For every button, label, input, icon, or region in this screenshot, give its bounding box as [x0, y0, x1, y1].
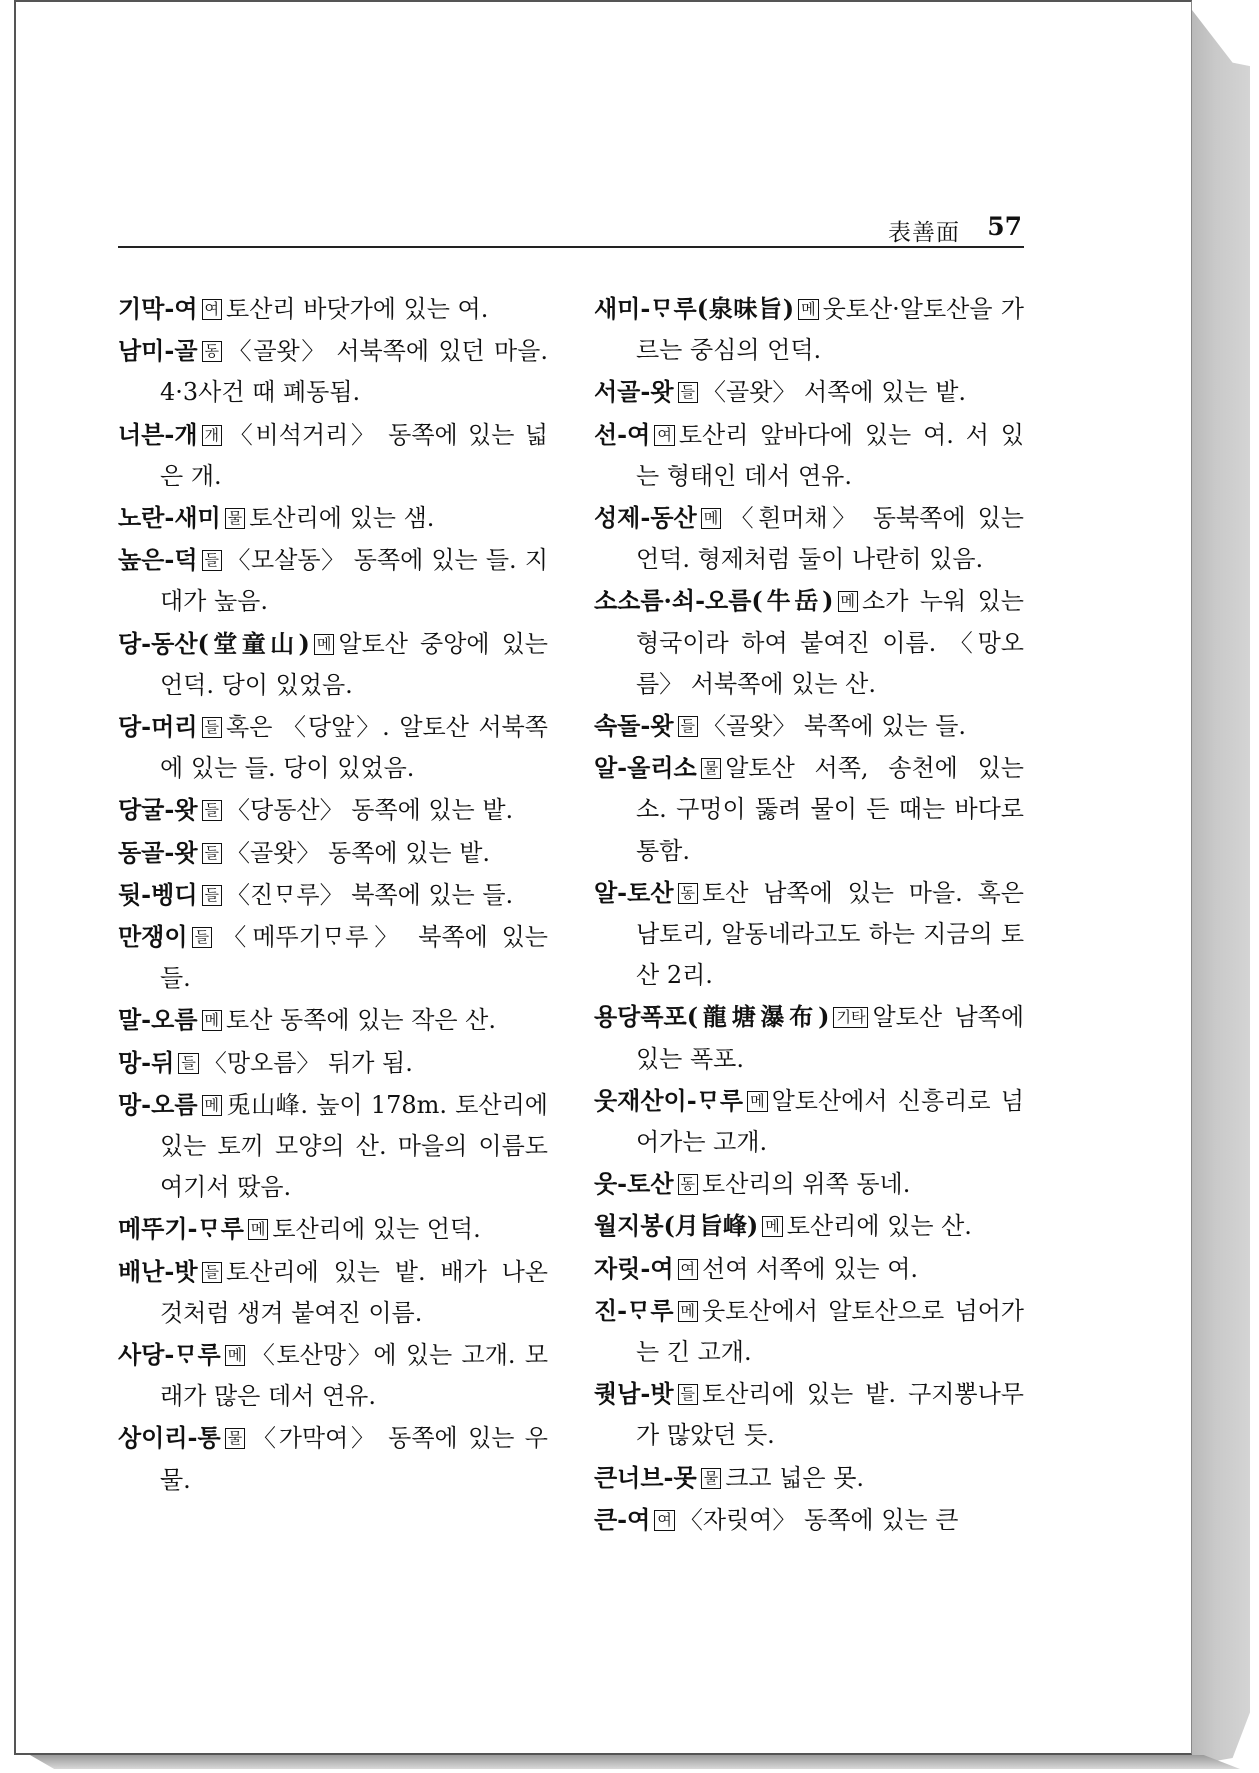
entry-definition: 알토산 남쪽에 있는 폭포. [636, 1003, 1025, 1073]
dictionary-entry [594, 580, 1024, 705]
entry-definition: 〈골왓〉 서쪽에 있는 밭. [702, 378, 967, 407]
entry-headword: 알-올리소 [594, 753, 697, 783]
entry-headword: 소소름·쇠-오름(牛岳) [594, 586, 834, 616]
entry-headword: 상이리-통 [118, 1423, 221, 1453]
entry-headword: 높은-덕 [118, 545, 198, 575]
dictionary-entry [594, 996, 1024, 1079]
entry-category-tag: 메 [701, 508, 722, 529]
entry-category-tag: 동 [202, 341, 223, 362]
entry-headword: 사당-ᄆᆞ루 [118, 1340, 221, 1370]
left-column [118, 288, 548, 1501]
entry-definition: 〈진ᄆᆞ루〉 북쪽에 있는 들. [226, 880, 514, 909]
entry-headword: 기막-여 [118, 294, 198, 323]
entry-headword: 선-여 [594, 419, 651, 449]
entry-definition: 〈모살동〉 동쪽에 있는 들. 지대가 높음. [160, 546, 548, 616]
entry-definition: 〈비석거리〉 동쪽에 있는 넓은 개. [160, 420, 548, 490]
entry-definition: 혹은 〈당앞〉. 알토산 서북쪽에 있는 들. 당이 있었음. [160, 713, 548, 783]
entry-headword: 진-ᄆᆞ루 [594, 1295, 674, 1325]
entry-headword: 배난-밧 [118, 1256, 198, 1286]
entry-definition: 선여 서쪽에 있는 여. [702, 1254, 919, 1283]
entry-category-tag: 메 [678, 1301, 699, 1322]
entry-category-tag: 메 [248, 1219, 269, 1240]
entry-headword: 알-토산 [594, 877, 674, 907]
entry-category-tag: 들 [678, 716, 699, 737]
page-bottom-shadow [30, 1755, 1240, 1769]
entry-definition: 토산 남쪽에 있는 마을. 혹은 남토리, 알동네라고도 하는 지금의 토산 2리. [636, 878, 1024, 990]
running-title: 表善面 [888, 220, 960, 246]
page-header [118, 210, 1024, 248]
entry-headword: 큰너브-못 [594, 1462, 697, 1492]
entry-category-tag: 들 [192, 927, 213, 948]
entry-definition: 토산리의 위쪽 동네. [702, 1170, 911, 1199]
page-edge-shadow [1192, 10, 1250, 1765]
dictionary-entry [118, 539, 548, 622]
entry-headword: 망-오름 [118, 1089, 198, 1119]
dictionary-entry [594, 1457, 1024, 1499]
dictionary-entry [118, 1042, 548, 1084]
dictionary-entry [118, 1417, 548, 1500]
entry-headword: 성제-동산 [594, 503, 697, 533]
entry-category-tag: 동 [678, 1174, 699, 1195]
dictionary-entry [594, 288, 1024, 371]
entry-definition: 〈토산망〉에 있는 고개. 모래가 많은 데서 연유. [160, 1341, 548, 1411]
entry-headword: 당-동산(堂童山) [118, 628, 310, 658]
entry-category-tag: 메 [747, 1091, 768, 1112]
entry-category-tag: 여 [654, 1510, 675, 1531]
entry-category-tag: 메 [798, 299, 819, 320]
dictionary-entry [118, 497, 548, 539]
entry-headword: 뒷-벵디 [118, 879, 198, 909]
dictionary-entry [118, 288, 548, 330]
dictionary-entry [118, 623, 548, 706]
dictionary-entry [594, 747, 1024, 872]
dictionary-entry [118, 1208, 548, 1250]
dictionary-entry [594, 1499, 1024, 1541]
entry-headword: 당-머리 [118, 712, 198, 742]
entry-definition: 〈망오름〉 뒤가 됨. [202, 1048, 413, 1077]
dictionary-entry [118, 916, 548, 999]
entry-category-tag: 메 [762, 1216, 783, 1237]
entry-definition: 소가 누워 있는 형국이라 하여 붙여진 이름. 〈망오름〉 서북쪽에 있는 산. [636, 587, 1024, 698]
dictionary-entry [118, 1084, 548, 1209]
entry-category-tag: 물 [225, 1428, 246, 1449]
dictionary-entry [594, 872, 1024, 997]
entry-headword: 남미-골 [118, 336, 198, 366]
entry-category-tag: 들 [678, 382, 699, 403]
entry-category-tag: 메 [202, 1095, 223, 1116]
entry-headword: 만쟁이 [118, 922, 188, 952]
entry-definition: 〈골왓〉 서북쪽에 있던 마을. 4·3사건 때 폐동됨. [160, 337, 548, 407]
dictionary-entry [594, 705, 1024, 747]
entry-category-tag: 들 [202, 800, 223, 821]
entry-category-tag: 동 [678, 883, 699, 904]
entry-category-tag: 개 [202, 425, 223, 446]
dictionary-entry [118, 706, 548, 789]
dictionary-entry [118, 999, 548, 1041]
entry-headword: 자릿-여 [594, 1253, 674, 1283]
dictionary-entry [594, 371, 1024, 413]
entry-category-tag: 여 [202, 299, 223, 320]
entry-headword: 당굴-왓 [118, 795, 198, 825]
dictionary-entry [118, 414, 548, 497]
entry-definition: 〈골왓〉 동쪽에 있는 밭. [226, 838, 491, 867]
entry-definition: 알토산에서 신흥리로 넘어가는 고개. [636, 1086, 1024, 1157]
entry-definition: 토산리에 있는 샘. [249, 504, 435, 533]
dictionary-entry [594, 497, 1024, 580]
entry-category-tag: 물 [225, 508, 246, 529]
entry-definition: 〈메뚜기ᄆᆞ루〉 북쪽에 있는 들. [160, 923, 548, 993]
dictionary-entry [118, 1334, 548, 1417]
entry-category-tag: 메 [838, 591, 859, 612]
entry-definition: 크고 넓은 못. [725, 1463, 865, 1492]
right-column [594, 288, 1024, 1541]
dictionary-entry [594, 1163, 1024, 1205]
dictionary-entry [594, 1373, 1024, 1456]
entry-definition: 토산리에 있는 언덕. [272, 1215, 481, 1244]
dictionary-entry [118, 330, 548, 413]
entry-headword: 속돌-왓 [594, 711, 674, 741]
entry-category-tag: 물 [701, 1468, 722, 1489]
entry-headword: 웃-토산 [594, 1169, 674, 1199]
entry-headword: 메뚜기-ᄆᆞ루 [118, 1214, 244, 1244]
entry-category-tag: 여 [654, 425, 675, 446]
entry-definition: 〈골왓〉 북쪽에 있는 들. [702, 712, 967, 741]
entry-category-tag: 들 [202, 550, 223, 571]
entry-definition: 〈흰머채〉 동북쪽에 있는 언덕. 형제처럼 둘이 나란히 있음. [636, 504, 1024, 574]
entry-category-tag: 메 [202, 1010, 223, 1031]
entry-category-tag: 들 [202, 885, 223, 906]
entry-definition: 토산 동쪽에 있는 작은 산. [226, 1006, 496, 1035]
entry-definition: 〈자릿여〉 동쪽에 있는 큰 [678, 1505, 959, 1534]
dictionary-entry [594, 414, 1024, 497]
dictionary-entry [594, 1290, 1024, 1373]
entry-category-tag: 메 [314, 634, 335, 655]
entry-category-tag: 물 [701, 758, 722, 779]
entry-headword: 퀏남-밧 [594, 1379, 674, 1409]
dictionary-entry [118, 832, 548, 874]
entry-headword: 용당폭포(龍塘瀑布) [594, 1002, 830, 1032]
entry-headword: 새미-ᄆᆞ루(泉味旨) [594, 294, 795, 323]
entry-definition: 토산리에 있는 산. [786, 1212, 972, 1241]
entry-category-tag: 들 [178, 1053, 199, 1074]
entry-definition: 兎山峰. 높이 178m. 토산리에 있는 토끼 모양의 산. 마을의 이름도 여기서 땄음. [160, 1090, 548, 1202]
entry-definition: 토산리에 있는 밭. 배가 나온 것처럼 생겨 붙여진 이름. [160, 1257, 548, 1327]
entry-definition: 〈당동산〉 동쪽에 있는 밭. [226, 796, 514, 825]
dictionary-entry [594, 1248, 1024, 1290]
entry-headword: 큰-여 [594, 1504, 651, 1534]
entry-category-tag: 들 [202, 717, 223, 738]
entry-category-tag: 기타 [833, 1007, 868, 1028]
entry-headword: 웃재산이-ᄆᆞ루 [594, 1085, 744, 1115]
dictionary-entry [118, 1251, 548, 1334]
entry-category-tag: 들 [202, 1262, 223, 1283]
entry-category-tag: 메 [225, 1345, 246, 1366]
page-number: 57 [987, 212, 1022, 241]
entry-definition: 토산리에 있는 밭. 구지뽕나무가 많았던 듯. [636, 1380, 1024, 1450]
entry-headword: 노란-새미 [118, 503, 221, 533]
entry-definition: 웃토산·알토산을 가르는 중심의 언덕. [636, 295, 1024, 365]
entry-definition: 토산리 앞바다에 있는 여. 서 있는 형태인 데서 연유. [636, 420, 1024, 490]
entry-definition: 웃토산에서 알토산으로 넘어가는 긴 고개. [636, 1296, 1024, 1367]
entry-definition: 토산리 바닷가에 있는 여. [226, 295, 489, 323]
entry-category-tag: 들 [202, 843, 223, 864]
entry-headword: 너븐-개 [118, 419, 198, 449]
entry-category-tag: 들 [678, 1384, 699, 1405]
dictionary-entry [118, 874, 548, 916]
dictionary-entry [594, 1205, 1024, 1247]
entry-definition: 알토산 중앙에 있는 언덕. 당이 있었음. [160, 629, 548, 699]
entry-headword: 동골-왓 [118, 837, 198, 867]
entry-headword: 말-오름 [118, 1005, 198, 1035]
entry-definition: 〈가막여〉 동쪽에 있는 우물. [160, 1424, 548, 1494]
entry-headword: 망-뒤 [118, 1047, 175, 1077]
dictionary-entry [118, 789, 548, 831]
entry-headword: 서골-왓 [594, 377, 674, 407]
entry-category-tag: 여 [678, 1259, 699, 1280]
entry-definition: 알토산 서쪽, 송천에 있는 소. 구멍이 뚫려 물이 든 때는 바다로 통함. [636, 754, 1024, 865]
dictionary-entry [594, 1080, 1024, 1163]
entry-headword: 월지봉(月旨峰) [594, 1211, 759, 1241]
